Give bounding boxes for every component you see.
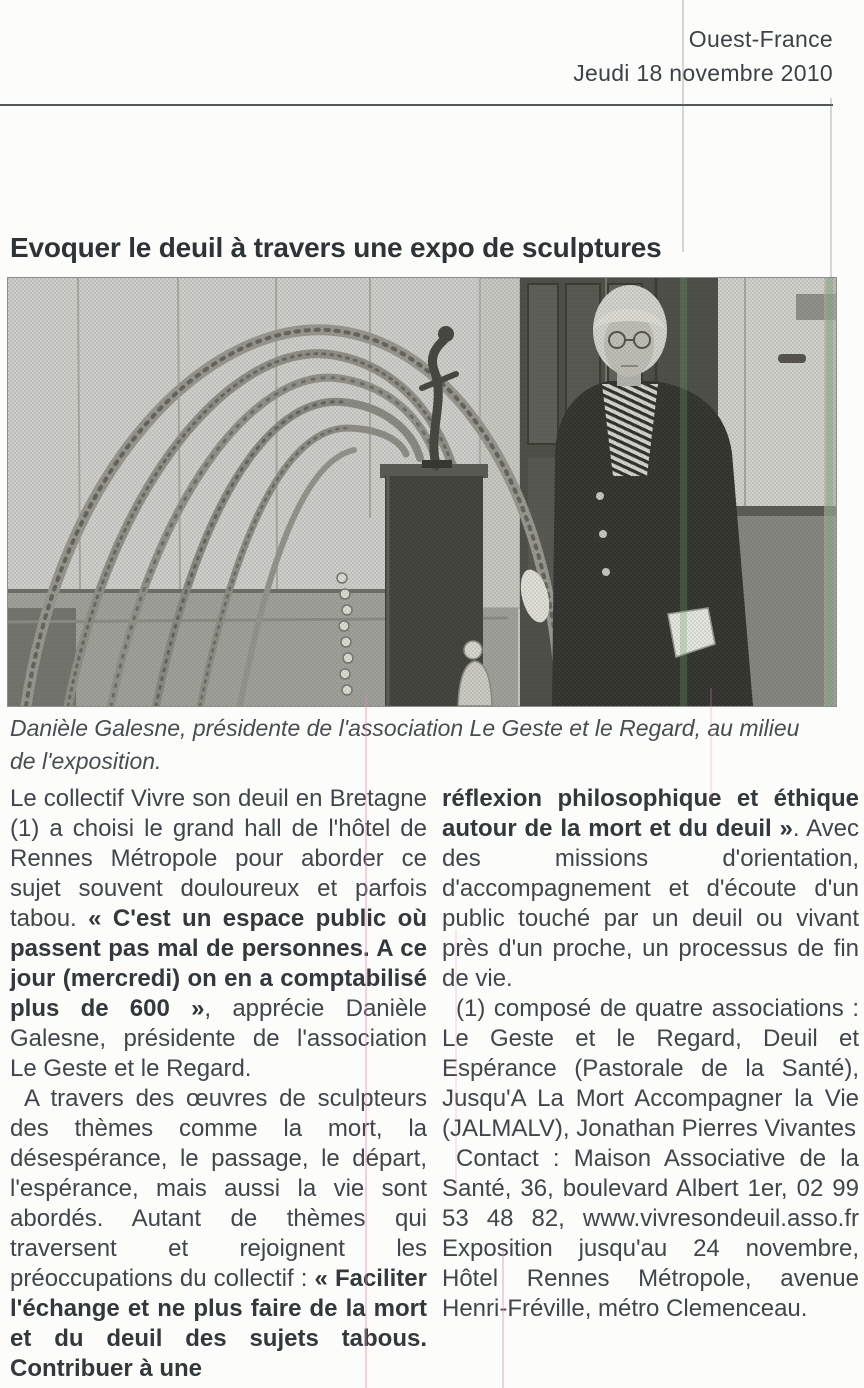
scan-artifact-line	[830, 98, 832, 278]
scan-artifact-line	[682, 0, 684, 252]
publication-name: Ouest-France	[688, 26, 833, 52]
paragraph-1-attribution: , apprécie Danièle Galesne, présidente de l'association Le Geste et le Regard.	[10, 995, 427, 1082]
paragraph-1-quote: « C'est un espace public où passent pas mal de personnes. A ce jour (mercredi) on en a comptabilisé plus de 600 »	[10, 905, 427, 1022]
paragraph-2-quote: « Faciliter l'échange et ne plus faire de la mort et du deuil des sujets tabous. Contribuer à une	[10, 1265, 427, 1382]
footnote-text: (1) composé de quatre associations : Le Geste et le Regard, Deuil et Espérance (Pastorale de la Santé), Jusqu'A La Mort Accompagner la Vie (JALMALV), Jonathan Pierres Vivantes	[442, 995, 859, 1142]
photo-caption: Danièle Galesne, présidente de l'association Le Geste et le Regard, au milieu de l'exposition.	[10, 715, 800, 774]
paragraph-2-text: A travers des œuvres de sculpteurs des thèmes comme la mort, la désespérance, le passage, le départ, l'espérance, mais aussi la vie sont abordés. Autant de thèmes qui traversent et rejoignent les préoccupations du collectif :	[10, 1085, 427, 1292]
masthead	[573, 22, 833, 90]
article-body	[10, 784, 859, 1384]
paragraph-3	[442, 784, 859, 994]
contact-paragraph	[442, 1144, 859, 1324]
publication-date: Jeudi 18 novembre 2010	[573, 60, 833, 86]
photo-illustration	[8, 278, 836, 706]
column-right	[442, 784, 859, 1384]
paragraph-1-text: Le collectif Vivre son deuil en Bretagne (1) a choisi le grand hall de l'hôtel de Rennes Métropole pour aborder ce sujet souvent douloureux et parfois tabou.	[10, 785, 427, 932]
paragraph-3-text: . Avec des missions d'orientation, d'accompagnement et d'écoute d'un public touché par un deuil ou vivant près d'un proche, un processus de fin de vie.	[442, 815, 860, 992]
article-headline: Evoquer le deuil à travers une expo de sculptures	[10, 231, 662, 263]
scan-artifact-line	[502, 1250, 504, 1388]
paragraph-3-quote: réflexion philosophique et éthique autour de la mort et du deuil »	[442, 785, 859, 842]
header-rule	[0, 104, 833, 106]
footnote-paragraph	[442, 994, 859, 1144]
article-photo	[8, 278, 836, 706]
halftone-overlay	[8, 278, 836, 706]
scan-artifact-line	[455, 930, 457, 1190]
contact-text: Contact : Maison Associative de la Santé, 36, boulevard Albert 1er, 02 99 53 48 82, www.vivresondeuil.asso.fr Exposition jusqu'au 24 novembre, Hôtel Rennes Métropole, avenue Henri-Fréville, métro Clemenceau.	[442, 1145, 859, 1322]
scan-artifact-line	[365, 695, 367, 1388]
scan-artifact-line	[710, 688, 712, 800]
